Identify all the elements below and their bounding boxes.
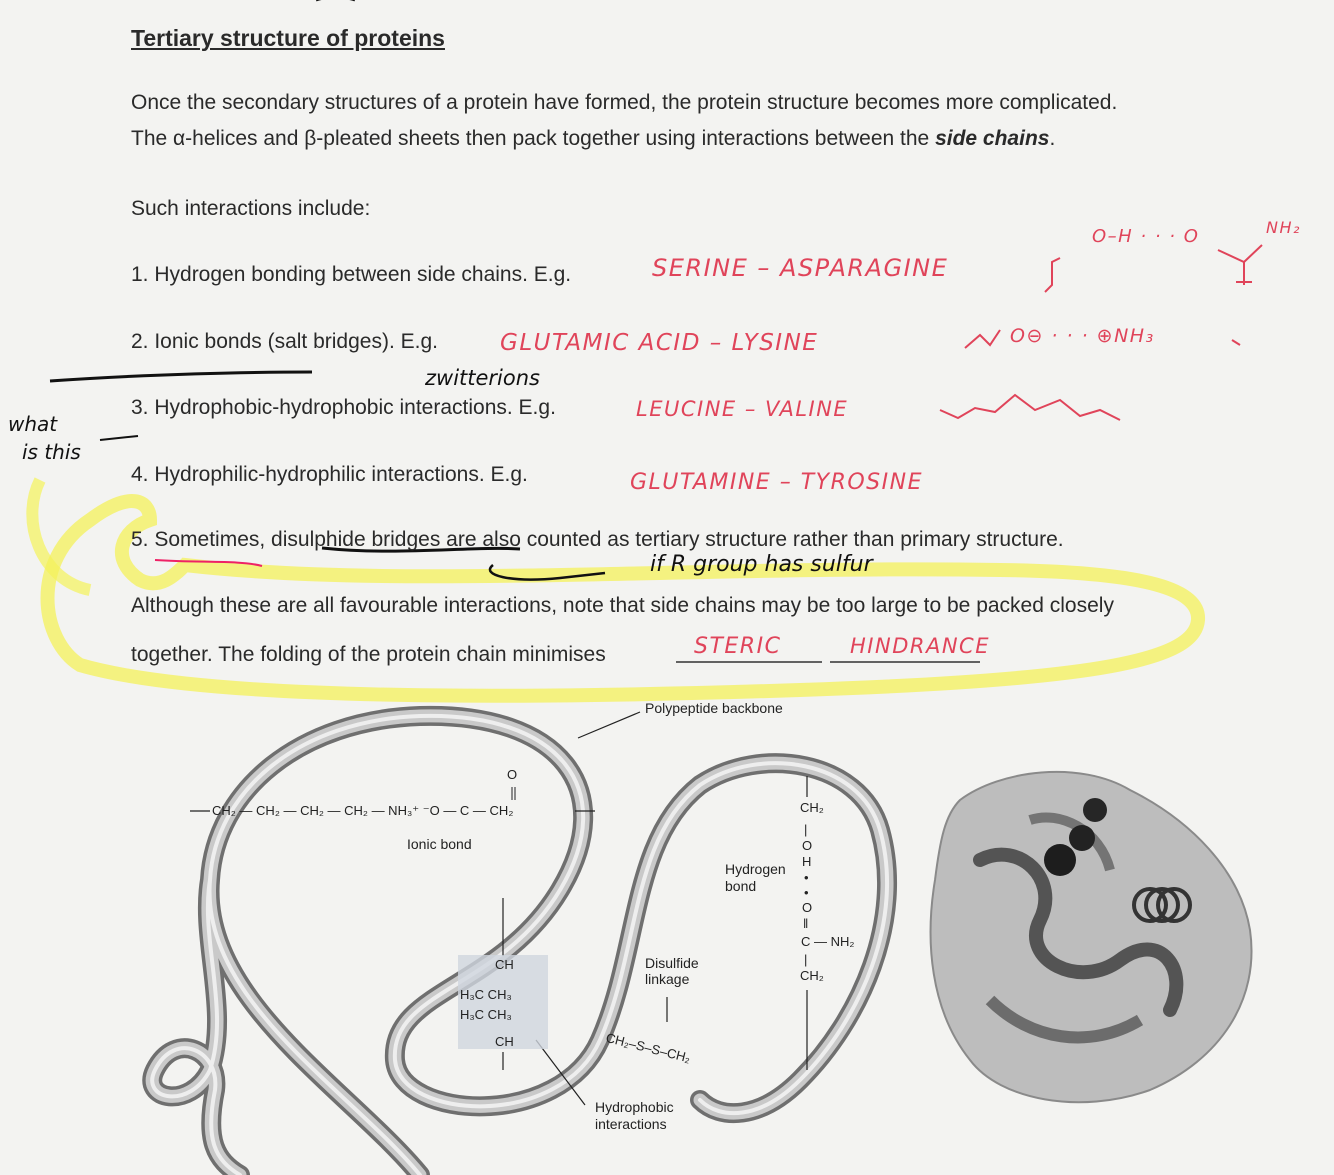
side-chains-emphasis: side chains	[935, 127, 1050, 150]
interactions-heading: Such interactions include:	[131, 197, 371, 220]
intro-line-2-suffix: .	[1049, 127, 1056, 150]
example-answer-3: LEUCINE – VALINE	[636, 397, 849, 421]
ink-arrow-line	[100, 436, 138, 440]
sketch-asparagine	[1218, 245, 1262, 285]
sketch-leucine-valine	[940, 395, 1120, 420]
sketch-serine	[1045, 258, 1060, 292]
note-line-1: Although these are all favourable interactions, note that side chains may be too large to be packed closely	[131, 594, 1114, 617]
list-item: 1. Hydrogen bonding between side chains. E.g.	[131, 263, 572, 286]
formula-serine-asparagine: O–H · · · O	[1092, 226, 1200, 247]
note-line-2: together. The folding of the protein chain minimises	[131, 643, 606, 666]
list-item: 4. Hydrophilic-hydrophilic interactions. E.g.	[131, 463, 528, 486]
disulfide-label-2: linkage	[645, 971, 690, 987]
hbond-h: H	[802, 854, 812, 869]
carbonyl-oxygen: O	[507, 767, 518, 782]
hbond-o-2: O	[802, 900, 813, 915]
zwitterions-note: zwitterions	[425, 366, 540, 390]
example-answer-2: GLUTAMIC ACID – LYSINE	[500, 330, 819, 356]
intro-line-1: Once the secondary structures of a protein have formed, the protein structure becomes more complicated.	[131, 91, 1118, 114]
hbond-ch2-bottom: CH₂	[800, 968, 824, 983]
ink-divider	[50, 372, 312, 381]
formula-ionic: O⊖ · · · ⊕NH₃	[1010, 325, 1155, 347]
hydrogen-bond-label-1: Hydrogen	[725, 861, 786, 877]
disulfide-label-1: Disulfide	[645, 955, 699, 971]
formula-nh2: NH₂	[1266, 218, 1301, 237]
example-answer-4: GLUTAMINE – TYROSINE	[630, 470, 923, 495]
list-item: 2. Ionic bonds (salt bridges). E.g.	[131, 330, 438, 353]
hydrophobic-row-2: H₃C CH₃	[460, 1007, 512, 1022]
hbond-c-nh2: C — NH₂	[801, 934, 855, 949]
polypeptide-backbone-tube	[152, 716, 887, 1175]
intro-line-2-prefix: The α-helices and β-pleated sheets then pack together using interactions between the	[131, 127, 936, 150]
disulfide-chain: CH₂–S–S–CH₂	[604, 1030, 693, 1066]
hydrophobic-label-2: interactions	[595, 1116, 667, 1132]
backbone-label: Polypeptide backbone	[645, 700, 783, 716]
hbond-ch2-top: CH₂	[800, 800, 824, 815]
answer-hindrance: HINDRANCE	[850, 634, 990, 658]
r-group-sulfur-note: if R group has sulfur	[650, 552, 873, 577]
ionic-bond-label: Ionic bond	[407, 836, 472, 852]
what-note: what	[8, 412, 58, 436]
list-item: 3. Hydrophobic-hydrophobic interactions. E.g.	[131, 396, 556, 419]
ionic-chain-formula: CH₂ — CH₂ — CH₂ — CH₂ — NH₃⁺ ⁻O — C — CH₂	[212, 803, 514, 818]
backbone-leader-line	[578, 712, 640, 738]
protein-surface-image	[931, 772, 1252, 1102]
list-item: 5. Sometimes, disulphide bridges are also counted as tertiary structure rather than primary structure.	[131, 528, 1064, 551]
sketch-glutamate	[965, 330, 1000, 348]
page-title: Tertiary structure of proteins	[131, 25, 445, 51]
carbonyl-double-bond	[512, 787, 515, 800]
hbond-double-bond: ‖	[803, 916, 809, 931]
hydrogen-bond-label-2: bond	[725, 878, 757, 894]
example-answer-1: SERINE – ASPARAGINE	[652, 254, 949, 282]
hbond-o-1: O	[802, 838, 813, 853]
hbond-bar-2: |	[804, 952, 808, 967]
hydrophobic-ch-bottom: CH	[495, 1034, 514, 1049]
hbond-dot-2: •	[804, 885, 809, 900]
hydrophobic-row-1: H₃C CH₃	[460, 987, 512, 1002]
is-this-note: is this	[22, 440, 81, 464]
sketch-lysine-end	[1232, 340, 1240, 345]
hydrophobic-label-1: Hydrophobic	[595, 1099, 674, 1115]
hbond-bar-1: |	[804, 822, 808, 837]
intro-line-2	[131, 127, 1055, 151]
hbond-dot-1: •	[804, 870, 809, 885]
hydrophobic-ch-top: CH	[495, 957, 514, 972]
answer-steric: STERIC	[694, 634, 782, 659]
